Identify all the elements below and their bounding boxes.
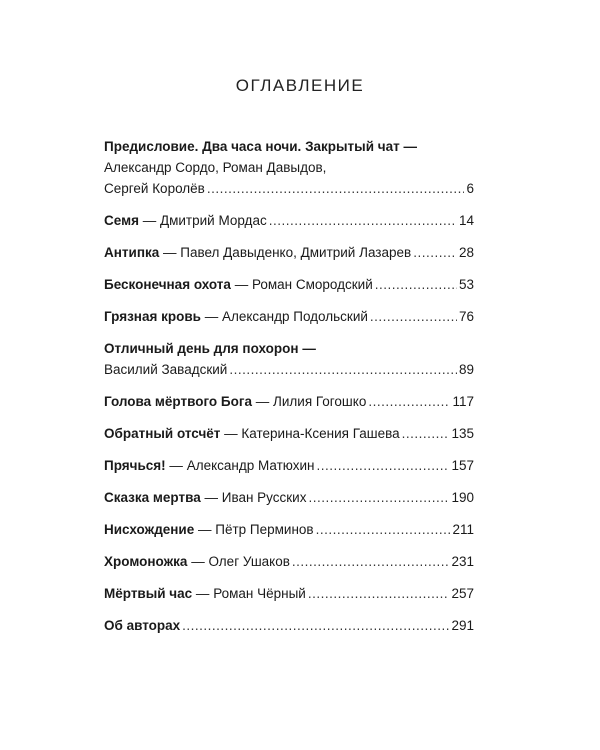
toc-dot-leader: [182, 615, 449, 636]
toc-entry-text: Грязная кровь — Александр Подольский: [104, 309, 368, 324]
toc-entry-title: Антипка: [104, 245, 160, 260]
toc-entry-text: Сказка мертва — Иван Русских: [104, 490, 307, 505]
toc-dot-leader: [316, 519, 451, 540]
toc-entry-author: Олег Ушаков: [208, 554, 290, 569]
toc-entry[interactable]: [104, 455, 474, 476]
toc-entry-leader-row: [104, 455, 474, 476]
toc-entry-title: Об авторах: [104, 618, 181, 633]
toc-entry[interactable]: [104, 338, 474, 380]
toc-entry[interactable]: [104, 391, 474, 412]
toc-entry-title: Обратный отсчёт: [104, 426, 221, 441]
toc-entry-page: 76: [458, 309, 474, 324]
toc-entry-author: Александр Подольский: [221, 309, 368, 324]
toc-entry-author: Катерина-Ксения Гашева: [241, 426, 400, 441]
toc-entry-title: Бесконечная охота: [104, 277, 231, 292]
toc-entry-author: Пётр Перминов: [215, 522, 314, 537]
toc-dot-leader: [269, 210, 457, 231]
toc-entry-leader-row: [104, 274, 474, 295]
toc-entry[interactable]: [104, 242, 474, 263]
toc-entry-page: 231: [451, 554, 474, 569]
toc-entry-leader-row: [104, 551, 474, 572]
toc-entry-title: Нисхождение: [104, 522, 195, 537]
toc-dot-leader: [292, 551, 450, 572]
toc-entry-text: Голова мёртвого Бога — Лилия Гогошко: [104, 394, 367, 409]
toc-entry-page: 117: [452, 394, 474, 409]
toc-entry[interactable]: [104, 306, 474, 327]
toc-entry-author: Лилия Гогошко: [273, 394, 367, 409]
toc-dot-leader: [375, 274, 457, 295]
toc-entry-leader-row: [104, 306, 474, 327]
toc-entry-text: Мёртвый час — Роман Чёрный: [104, 586, 306, 601]
toc-entry-author: Дмитрий Мордас: [159, 213, 267, 228]
toc-entry-text: Обратный отсчёт — Катерина-Ксения Гашева: [104, 426, 400, 441]
toc-entry-leader-row: [104, 423, 474, 444]
toc-entry-leader-row: [104, 487, 474, 508]
toc-entry-title: Мёртвый час: [104, 586, 193, 601]
toc-entry-page: 257: [451, 586, 474, 601]
toc-entry-author: Роман Смородский: [251, 277, 373, 292]
toc-entry-author-line: Александр Сордо, Роман Давыдов,: [104, 160, 327, 175]
toc-entry-leader-row: [104, 210, 474, 231]
toc-entry-title: Голова мёртвого Бога: [104, 394, 252, 409]
toc-entry-title-line: [104, 136, 474, 157]
toc-entry-author: Василий Завадский: [104, 362, 228, 377]
toc-entry-text: Прячься! — Александр Матюхин: [104, 458, 315, 473]
toc-entry-page: 14: [458, 213, 474, 228]
toc-dot-leader: [402, 423, 450, 444]
toc-entry-page: 89: [458, 362, 474, 377]
toc-entry-page: 53: [458, 277, 474, 292]
toc-entry-leader-row: [104, 519, 474, 540]
toc-entry-author: Александр Матюхин: [186, 458, 315, 473]
toc-entry-text: Хромоножка — Олег Ушаков: [104, 554, 290, 569]
toc-dot-leader: [308, 487, 449, 508]
toc-entry[interactable]: [104, 519, 474, 540]
toc-entry-leader-row: [104, 583, 474, 604]
toc-entry-author: Павел Давыденко, Дмитрий Лазарев: [180, 245, 412, 260]
toc-entry-author: Иван Русских: [221, 490, 307, 505]
toc-entry-author: Роман Чёрный: [213, 586, 306, 601]
toc-entry-page: 28: [458, 245, 474, 260]
toc-dot-leader: [308, 583, 450, 604]
toc-entry[interactable]: [104, 423, 474, 444]
toc-entry-title: Хромоножка: [104, 554, 188, 569]
toc-entry[interactable]: [104, 583, 474, 604]
toc-entry[interactable]: [104, 136, 474, 199]
toc-entry-leader-row: [104, 391, 474, 412]
toc-entry-page: 157: [451, 458, 474, 473]
toc-entry-author: Сергей Королёв: [104, 181, 205, 196]
toc-entry-dash: —: [399, 139, 417, 154]
toc-entry-title-line: [104, 338, 474, 359]
toc-entry-text: Бесконечная охота — Роман Смородский: [104, 277, 373, 292]
table-of-contents: [104, 136, 474, 636]
toc-entry-title: Прячься!: [104, 458, 166, 473]
toc-entry-leader-row: [104, 242, 474, 263]
toc-entry-page: 291: [451, 618, 474, 633]
page-title: ОГЛАВЛЕНИЕ: [235, 76, 365, 95]
toc-entry-title: Грязная кровь: [104, 309, 201, 324]
toc-entry-page: 211: [452, 522, 474, 537]
toc-dot-leader: [207, 178, 465, 199]
toc-dot-leader: [370, 306, 457, 327]
toc-entry-page: 135: [451, 426, 474, 441]
toc-entry-title: Отличный день для похорон: [104, 341, 299, 356]
toc-entry[interactable]: [104, 551, 474, 572]
toc-entry-text: Антипка — Павел Давыденко, Дмитрий Лазарев: [104, 245, 412, 260]
toc-entry-title: Предисловие. Два часа ночи. Закрытый чат: [104, 139, 400, 154]
toc-entry-dash: —: [298, 341, 316, 356]
toc-entry[interactable]: [104, 210, 474, 231]
toc-entry-page: 6: [466, 181, 474, 196]
toc-entry-text: Семя — Дмитрий Мордас: [104, 213, 267, 228]
toc-entry-title: Сказка мертва: [104, 490, 201, 505]
toc-entry-leader-row: [104, 615, 474, 636]
toc-entry-leader-row: [104, 178, 474, 199]
toc-dot-leader: [413, 242, 457, 263]
toc-entry-text: Нисхождение — Пётр Перминов: [104, 522, 314, 537]
toc-dot-leader: [229, 359, 457, 380]
toc-entry-page: 190: [451, 490, 474, 505]
toc-entry[interactable]: [104, 615, 474, 636]
toc-dot-leader: [368, 391, 450, 412]
toc-entry[interactable]: [104, 274, 474, 295]
toc-entry[interactable]: [104, 487, 474, 508]
toc-dot-leader: [317, 455, 450, 476]
toc-entry-title: Семя: [104, 213, 139, 228]
toc-entry-leader-row: [104, 359, 474, 380]
